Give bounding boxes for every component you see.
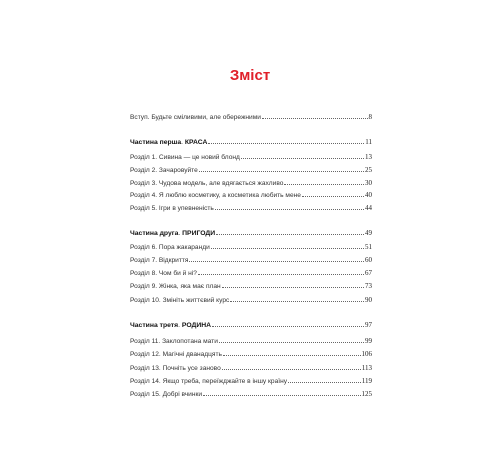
- toc-entry-label: Розділ 1. Сивина — це новий блонд: [130, 154, 240, 161]
- page-number: 106: [361, 350, 372, 358]
- dot-leader: [288, 376, 361, 383]
- part-name: КРАСА: [184, 139, 208, 146]
- toc-entry-label: Розділ 10. Змініть життєвий курс: [130, 297, 230, 304]
- part-prefix: Частина перша: [130, 139, 182, 146]
- toc-entry-label: Частина третя. РОДИНА: [130, 322, 212, 329]
- dot-leader: [212, 320, 364, 327]
- toc-chapter-row: [130, 376, 372, 386]
- page-number: 119: [361, 377, 372, 385]
- dot-leader: [189, 255, 364, 262]
- toc-part-row: [130, 137, 372, 147]
- page-number: 11: [365, 138, 372, 146]
- toc-intro-row: [130, 112, 372, 122]
- page-number: 49: [365, 229, 372, 237]
- toc-entry-label: Частина друга. ПРИГОДИ: [130, 230, 216, 237]
- page-number: 13: [365, 153, 372, 161]
- dot-leader: [222, 363, 361, 370]
- toc-chapter-row: [130, 255, 372, 265]
- toc-part-row: [130, 320, 372, 330]
- page-number: 8: [368, 113, 372, 121]
- toc-chapter-row: [130, 363, 372, 373]
- dot-leader: [284, 178, 364, 185]
- dot-leader: [216, 228, 364, 235]
- dot-leader: [241, 152, 364, 159]
- toc-chapter-row: [130, 165, 372, 175]
- toc-chapter-row: [130, 203, 372, 213]
- toc-entry-label: Розділ 8. Чом би й ні?: [130, 270, 197, 277]
- dot-leader: [198, 268, 364, 275]
- dot-leader: [211, 242, 364, 249]
- toc-chapter-row: [130, 389, 372, 399]
- toc-entry-label: Частина перша. КРАСА: [130, 139, 208, 146]
- toc-entry-label: Вступ. Будьте сміливими, але обережними: [130, 114, 261, 121]
- page-number: 90: [365, 296, 372, 304]
- toc-entry-label: Розділ 12. Магічні дванадцять: [130, 351, 222, 358]
- page-number: 97: [365, 321, 372, 329]
- toc-chapter-row: [130, 190, 372, 200]
- part-name: ПРИГОДИ: [182, 230, 216, 237]
- dot-leader: [208, 137, 364, 144]
- toc-chapter-row: [130, 336, 372, 346]
- dot-leader: [215, 203, 364, 210]
- toc-part-row: [130, 228, 372, 238]
- toc-entry-label: Розділ 6. Пора жакаранди: [130, 244, 210, 251]
- toc-entry-label: Розділ 13. Почніть усе заново: [130, 365, 221, 372]
- page-number: 25: [365, 166, 372, 174]
- toc-entry-label: Розділ 15. Добрі вчинки: [130, 391, 203, 398]
- toc-entry-label: Розділ 7. Відкриття: [130, 257, 189, 264]
- page-title: Зміст: [229, 67, 271, 84]
- page-number: 30: [365, 179, 372, 187]
- toc-entry-label: Розділ 14. Якщо треба, переїжджайте в іншу країну: [130, 378, 288, 385]
- toc-entry-label: Розділ 2. Зачаровуйте: [130, 167, 198, 174]
- toc-chapter-row: [130, 178, 372, 188]
- dot-leader: [223, 349, 361, 356]
- dot-leader: [302, 190, 364, 197]
- page-number: 60: [365, 256, 372, 264]
- part-prefix: Частина друга: [130, 230, 179, 237]
- toc-chapter-row: [130, 242, 372, 252]
- dot-leader: [219, 336, 364, 343]
- page-number: 113: [361, 364, 372, 372]
- page-number: 73: [365, 282, 372, 290]
- page-number: 67: [365, 269, 372, 277]
- dot-leader: [230, 295, 364, 302]
- dot-leader: [203, 389, 360, 396]
- toc-entry-label: Розділ 3. Чудова модель, але вдягається жахливо: [130, 180, 284, 187]
- toc-chapter-row: [130, 268, 372, 278]
- toc-chapter-row: [130, 349, 372, 359]
- dot-leader: [199, 165, 364, 172]
- toc-chapter-row: [130, 295, 372, 305]
- page-number: 51: [365, 243, 372, 251]
- page-number: 99: [365, 337, 372, 345]
- toc-entry-label: Розділ 11. Заклопотана мати: [130, 338, 218, 345]
- toc-chapter-row: [130, 152, 372, 162]
- page-number: 125: [361, 390, 372, 398]
- dot-leader: [262, 112, 368, 119]
- toc-entry-label: Розділ 9. Жінка, яка має план: [130, 283, 221, 290]
- dot-leader: [222, 281, 364, 288]
- part-prefix: Частина третя: [130, 322, 179, 329]
- page-number: 40: [365, 191, 372, 199]
- part-name: РОДИНА: [181, 322, 212, 329]
- toc-entry-label: Розділ 5. Ігри в упевненість: [130, 205, 214, 212]
- page-number: 44: [365, 204, 372, 212]
- toc-entry-label: Розділ 4. Я люблю косметику, а косметика любить мене: [130, 192, 301, 199]
- toc-chapter-row: [130, 281, 372, 291]
